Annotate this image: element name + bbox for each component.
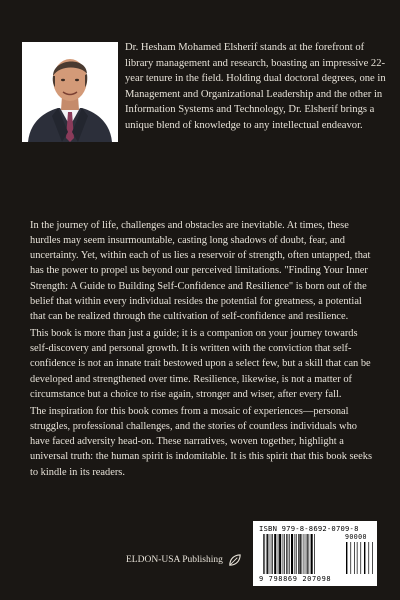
barcode-bar	[302, 534, 303, 574]
barcode-addon-digits: 90000	[345, 533, 367, 541]
leaf-logo-icon	[227, 553, 242, 568]
barcode-bar	[295, 534, 296, 574]
publisher-name: ELDON-USA Publishing	[126, 555, 223, 565]
description-paragraph: In the journey of life, challenges and obstacles are inevitable. At times, these hurdles may seem insurmountable, casting long shadows of doubt, fear, and uncertainty. Yet, within each of us lies a reservoir of strength, often untapped, that has the power to propel us beyond our perceived limitations. "Finding Your Inner Strength: A Guide to Building Self-Confidence and Resilience" is born out of the belief that within every individual resides the potential for greatness, a potential that can be realized through the cultivation of self-confidence and resilience.	[30, 220, 371, 322]
barcode-addon-bar	[368, 542, 369, 574]
barcode-addon-bar	[360, 542, 361, 574]
barcode-bar	[263, 534, 264, 574]
barcode-addon-bar	[372, 542, 373, 574]
barcode-bar	[296, 534, 297, 574]
barcode-bar	[298, 534, 299, 574]
barcode-bar	[271, 534, 272, 574]
barcode-bar	[314, 534, 315, 574]
publisher-imprint	[126, 550, 256, 570]
barcode-bar	[267, 534, 268, 574]
isbn-barcode	[253, 521, 377, 586]
barcode-bar	[264, 534, 265, 574]
barcode-addon-bar	[354, 542, 355, 574]
barcode-bar	[309, 534, 310, 574]
barcode-bar	[286, 534, 287, 574]
description-paragraph: This book is more than just a guide; it is a companion on your journey towards self-discovery and personal growth. It is written with the conviction that self-confidence is not an innate trait bestowed upon a select few, but a skill that can be developed and strengthened over time. Resilience, likewise, is not a matter of circumstance but a choice to rise again, stronger and wiser, after every fall.	[30, 328, 371, 400]
author-bio: Dr. Hesham Mohamed Elsherif stands at the forefront of library management and research, boasting an impressive 22-year tenure in the field. Holding dual doctoral degrees, one in Management and Organizational Leadership and the other in Information Systems and Technology, Dr. Elsherif brings a unique blend of knowledge to any intellectual endeavor.	[125, 42, 386, 131]
barcode-bar	[272, 534, 273, 574]
isbn-label: ISBN 979-8-8692-0709-8	[259, 524, 359, 533]
barcode-bar	[283, 534, 284, 574]
barcode-bar	[284, 534, 285, 574]
barcode-bar	[278, 534, 279, 574]
barcode-bar	[306, 534, 307, 574]
author-photo	[22, 42, 118, 142]
barcode-bar	[289, 534, 290, 574]
barcode-bar	[299, 534, 300, 574]
barcode-addon-bar	[346, 542, 347, 574]
description-paragraph: The inspiration for this book comes from a mosaic of experiences—personal struggles, professional challenges, and the stories of countless individuals who have faced adversity head-on. These narratives, woven together, highlight a universal truth: the human spirit is indomitable. It is this spirit that this book seeks to kindle in its readers.	[30, 405, 372, 478]
barcode-addon-bar	[364, 542, 365, 574]
book-description	[30, 218, 378, 482]
barcode-bar	[279, 534, 281, 574]
barcode-bar	[291, 534, 293, 574]
barcode-bar	[307, 534, 308, 574]
barcode-addon-bar	[357, 542, 358, 574]
barcode-bar	[274, 534, 276, 574]
barcode-bar	[288, 534, 289, 574]
barcode-digits: 9 798869 207098	[259, 575, 332, 583]
barcode-addon-bar	[350, 542, 351, 574]
barcode-bar	[269, 534, 270, 574]
barcode-bar	[304, 534, 305, 574]
barcode-bar	[311, 534, 313, 574]
